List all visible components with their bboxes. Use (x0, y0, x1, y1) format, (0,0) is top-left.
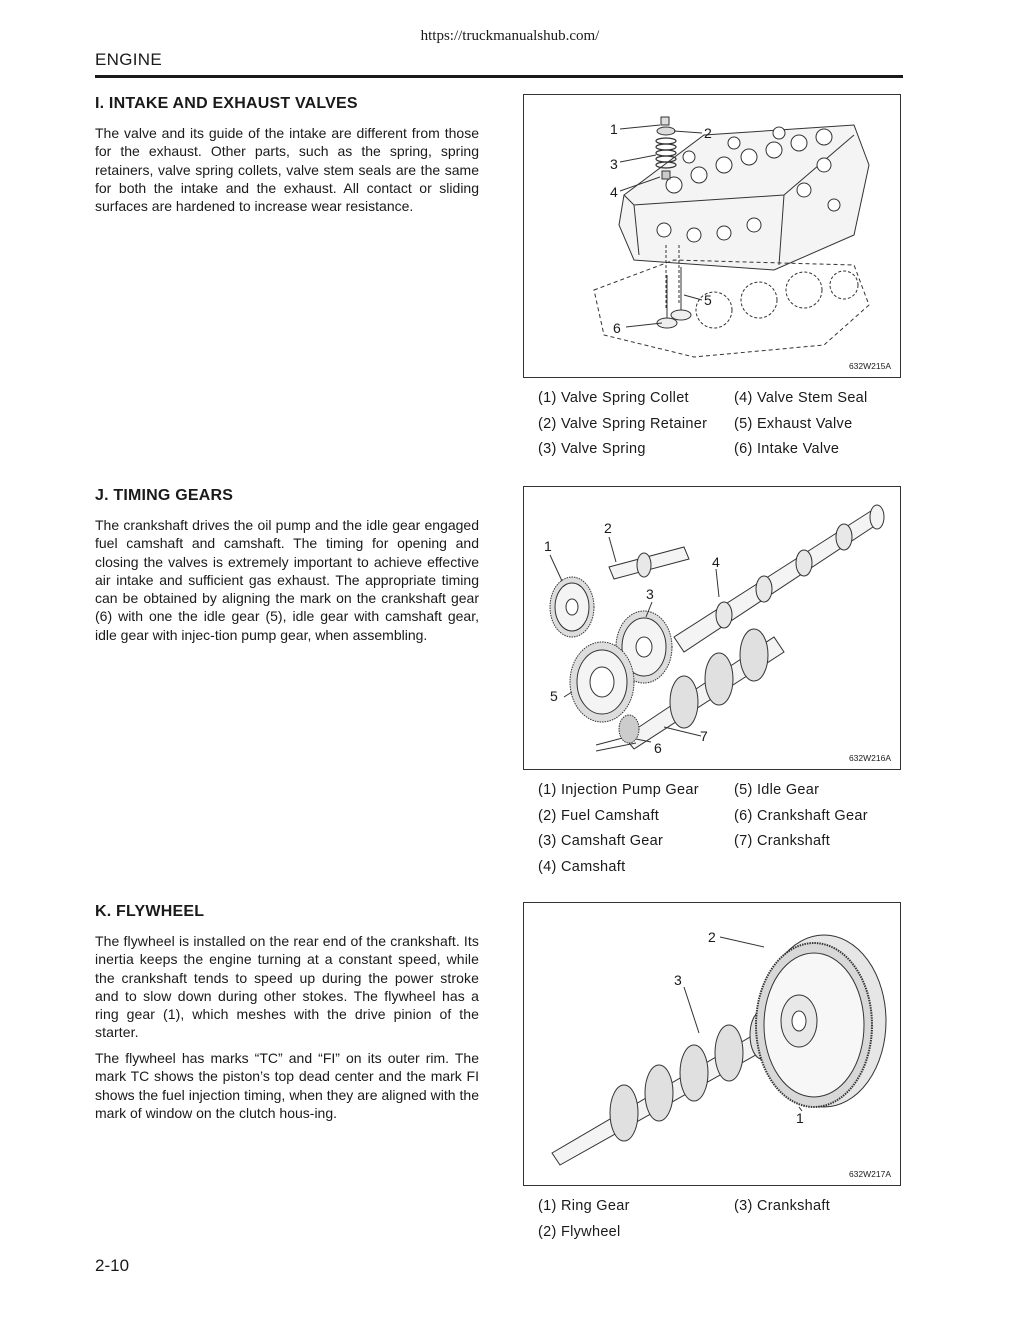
legend-item: (4) Camshaft (538, 858, 626, 875)
legend-item: (3) Camshaft Gear (538, 833, 664, 849)
callout-5: 5 (704, 292, 712, 308)
callout-1: 1 (610, 121, 618, 137)
flywheel-title: K. FLYWHEEL (95, 903, 205, 920)
source-url: https://truckmanualshub.com/ (420, 28, 600, 44)
legend-item: (1) Ring Gear (538, 1198, 630, 1214)
callout-5: 5 (550, 688, 558, 704)
callout-4: 4 (712, 554, 720, 570)
flywheel-paragraph-1: The flywheel is installed on the rear end of the crankshaft. Its inertia keeps the engine turning at a constant speed, while the crankshaft tends to speed up during the power stroke and to slow down during other stokes. The flywheel has a ring gear (1), which meshes with the drive pinion of the starter. (95, 933, 479, 1041)
callout-7: 7 (700, 728, 708, 744)
figure-code: 632W215A (848, 361, 891, 371)
section-header: ENGINE (95, 50, 162, 69)
legend-item: (3) Valve Spring (538, 441, 646, 457)
callout-3: 3 (610, 156, 618, 172)
callout-6: 6 (654, 740, 662, 756)
legend-item: (5) Exhaust Valve (734, 415, 853, 432)
legend-item: (7) Crankshaft (734, 833, 831, 849)
valve-assembly-diagram (524, 95, 900, 377)
figure-code: 632W217A (848, 1169, 891, 1179)
legend-item: (2) Fuel Camshaft (538, 807, 660, 824)
legend-item: (6) Crankshaft Gear (734, 807, 868, 824)
intake-exhaust-paragraph: The valve and its guide of the intake are different from those for the exhaust. Other parts, such as the spring, spring retainers, valve spring collets, valve stem seals are the same for both the intake and the exhaust. All contact or sliding surfaces are hardened to increase wear resistance. (95, 125, 479, 215)
callout-4: 4 (610, 184, 618, 200)
legend-item: (5) Idle Gear (734, 782, 820, 798)
legend-item: (6) Intake Valve (734, 441, 840, 457)
callout-3: 3 (674, 972, 682, 988)
intake-exhaust-title: I. INTAKE AND EXHAUST VALVES (95, 95, 358, 112)
flywheel-paragraph-2: The flywheel has marks “TC” and “FI” on its outer rim. The mark TC shows the piston’s top dead center and the mark FI shows the fuel injection timing, when they are aligned with the mark of window on the clutch hous-ing. (95, 1050, 479, 1121)
timing-gears-diagram (524, 487, 900, 769)
legend-item: (2) Flywheel (538, 1223, 621, 1240)
callout-1: 1 (544, 538, 552, 554)
callout-2: 2 (604, 520, 612, 536)
callout-1: 1 (796, 1110, 804, 1126)
legend-item: (3) Crankshaft (734, 1198, 831, 1214)
legend-item: (4) Valve Stem Seal (734, 390, 868, 406)
legend-item: (1) Injection Pump Gear (538, 782, 699, 798)
valve-assembly-figure (523, 94, 901, 378)
callout-2: 2 (704, 125, 712, 141)
legend-item: (1) Valve Spring Collet (538, 390, 689, 406)
timing-gears-title: J. TIMING GEARS (95, 487, 234, 504)
timing-gears-figure (523, 486, 901, 770)
timing-gears-paragraph: The crankshaft drives the oil pump and the idle gear engaged fuel camshaft and camshaft. The timing for opening and closing the valves is extremely important to achieve effective air intake and sufficient gas exhaust. The appropriate timing can be obtained by aligning the mark on the crankshaft gear (6) with one the idle gear (5), idle gear with camshaft gear, idle gear with injec-tion pump gear, when assembling. (95, 517, 479, 643)
flywheel-diagram (524, 903, 900, 1185)
callout-6: 6 (613, 320, 621, 336)
header-rule (95, 75, 903, 78)
callout-3: 3 (646, 586, 654, 602)
legend-item: (2) Valve Spring Retainer (538, 415, 708, 432)
flywheel-figure (523, 902, 901, 1186)
figure-code: 632W216A (848, 753, 891, 763)
callout-2: 2 (708, 929, 716, 945)
page-number: 2-10 (95, 1256, 130, 1275)
